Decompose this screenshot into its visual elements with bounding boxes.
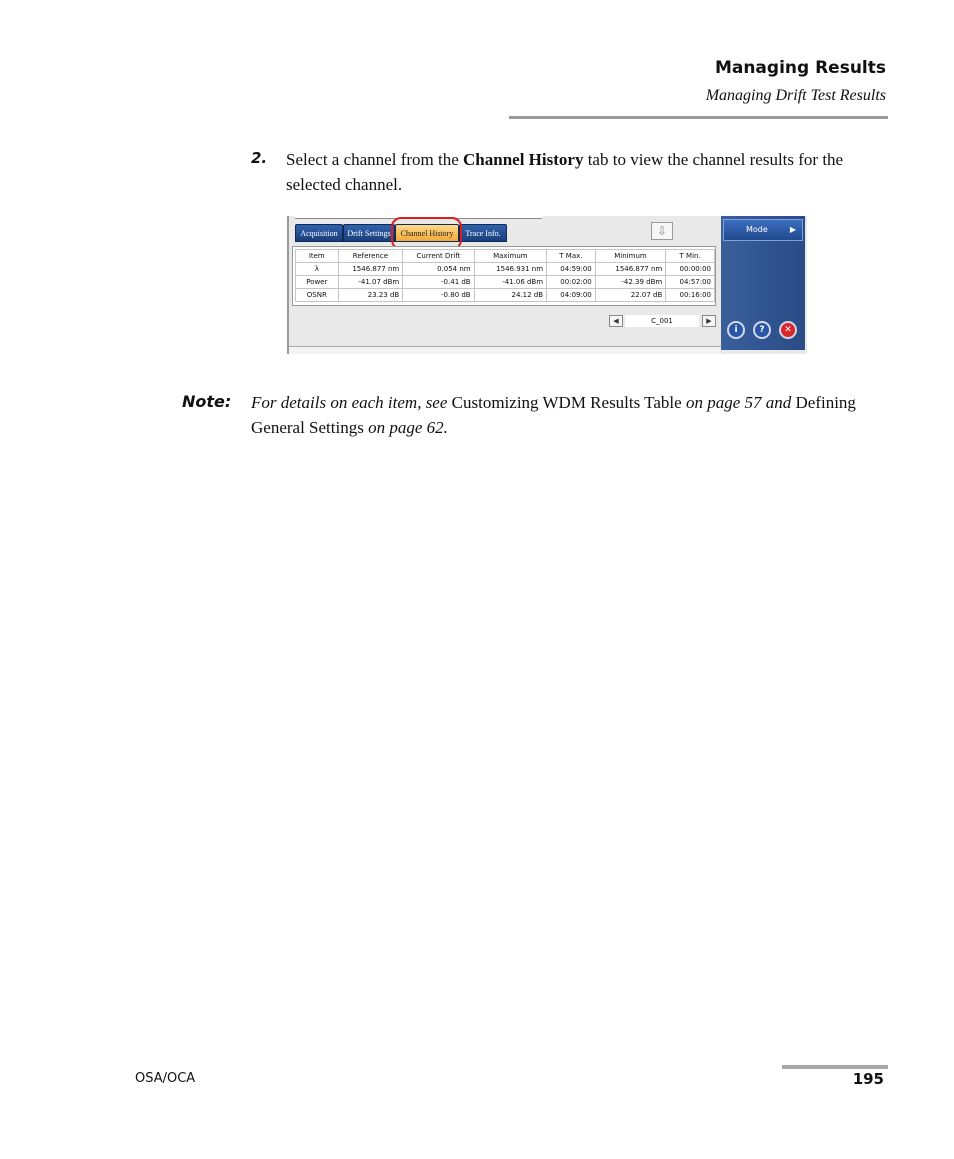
tab-drift-settings[interactable]: Drift Settings [343,224,395,242]
table-cell: 04:57:00 [666,276,715,289]
column-header: Maximum [474,250,546,263]
channel-selector[interactable]: C_001 [625,315,699,327]
table-cell: 22.07 dB [595,289,666,302]
tab-channel-history[interactable]: Channel History [395,224,459,242]
table-row[interactable] [296,276,715,289]
header-rule [509,116,888,119]
table-row[interactable] [296,263,715,276]
table-cell: 1546.931 nm [474,263,546,276]
note-label: Note: [182,392,232,411]
step-text-after: tab to view the channel results for the selected channel. [286,150,844,194]
column-header: Item [296,250,339,263]
table-cell: -41.06 dBm [474,276,546,289]
table-cell: 1546.877 nm [595,263,666,276]
note-text [251,390,881,440]
table-cell: 00:16:00 [666,289,715,302]
table-cell: -41.07 dBm [338,276,403,289]
note-link-customizing-wdm[interactable]: Customizing WDM Results Table [451,393,682,412]
column-header: Minimum [595,250,666,263]
channel-history-table [295,249,715,302]
running-header-subtitle: Managing Drift Test Results [705,87,886,104]
column-header: T Min. [666,250,715,263]
step-text-before: Select a channel from the [286,150,464,169]
step-text-bold: Channel History [463,150,584,169]
close-icon[interactable]: ✕ [779,321,797,339]
mode-button[interactable] [723,219,803,241]
tab-acquisition[interactable]: Acquisition [295,224,343,242]
note-text-part: For details on each item, see [251,393,452,412]
channel-history-screenshot [287,216,807,354]
results-panel [292,246,716,306]
right-triangle-icon[interactable]: ▶ [702,315,716,327]
left-triangle-icon[interactable]: ◀ [609,315,623,327]
running-header-title: Managing Results [714,58,886,78]
table-cell: 24.12 dB [474,289,546,302]
table-cell: λ [296,263,339,276]
footer-product: OSA/OCA [135,1071,196,1086]
step-text [286,147,876,197]
column-header: T Max. [547,250,596,263]
column-header: Current Drift [403,250,474,263]
table-cell: 04:09:00 [547,289,596,302]
info-icon[interactable]: i [727,321,745,339]
status-bar [289,346,721,354]
table-cell: -42.39 dBm [595,276,666,289]
table-cell: 0.054 nm [403,263,474,276]
page-number: 195 [852,1070,884,1088]
mode-button-label: Mode [746,225,768,234]
down-arrow-icon[interactable]: ⇩ [651,222,673,240]
right-arrow-icon: ▶ [789,225,796,234]
table-cell: OSNR [296,289,339,302]
table-cell: 00:02:00 [547,276,596,289]
tab-trace-info[interactable]: Trace Info. [459,224,507,242]
table-cell: 23.23 dB [338,289,403,302]
column-header: Reference [338,250,403,263]
table-cell: 04:59:00 [547,263,596,276]
table-cell: 00:00:00 [666,263,715,276]
table-cell: Power [296,276,339,289]
table-cell: -0.80 dB [403,289,474,302]
step-number: 2. [251,149,268,167]
table-row[interactable] [296,289,715,302]
note-text-part: on page 62. [363,418,448,437]
note-link-general-settings[interactable]: Defining General Settings [251,393,856,437]
help-icon[interactable]: ? [753,321,771,339]
table-cell: 1546.877 nm [338,263,403,276]
note-text-part: on page 57 and [681,393,796,412]
footer-rule [782,1065,888,1069]
table-header-row [296,250,715,263]
table-cell: -0.41 dB [403,276,474,289]
